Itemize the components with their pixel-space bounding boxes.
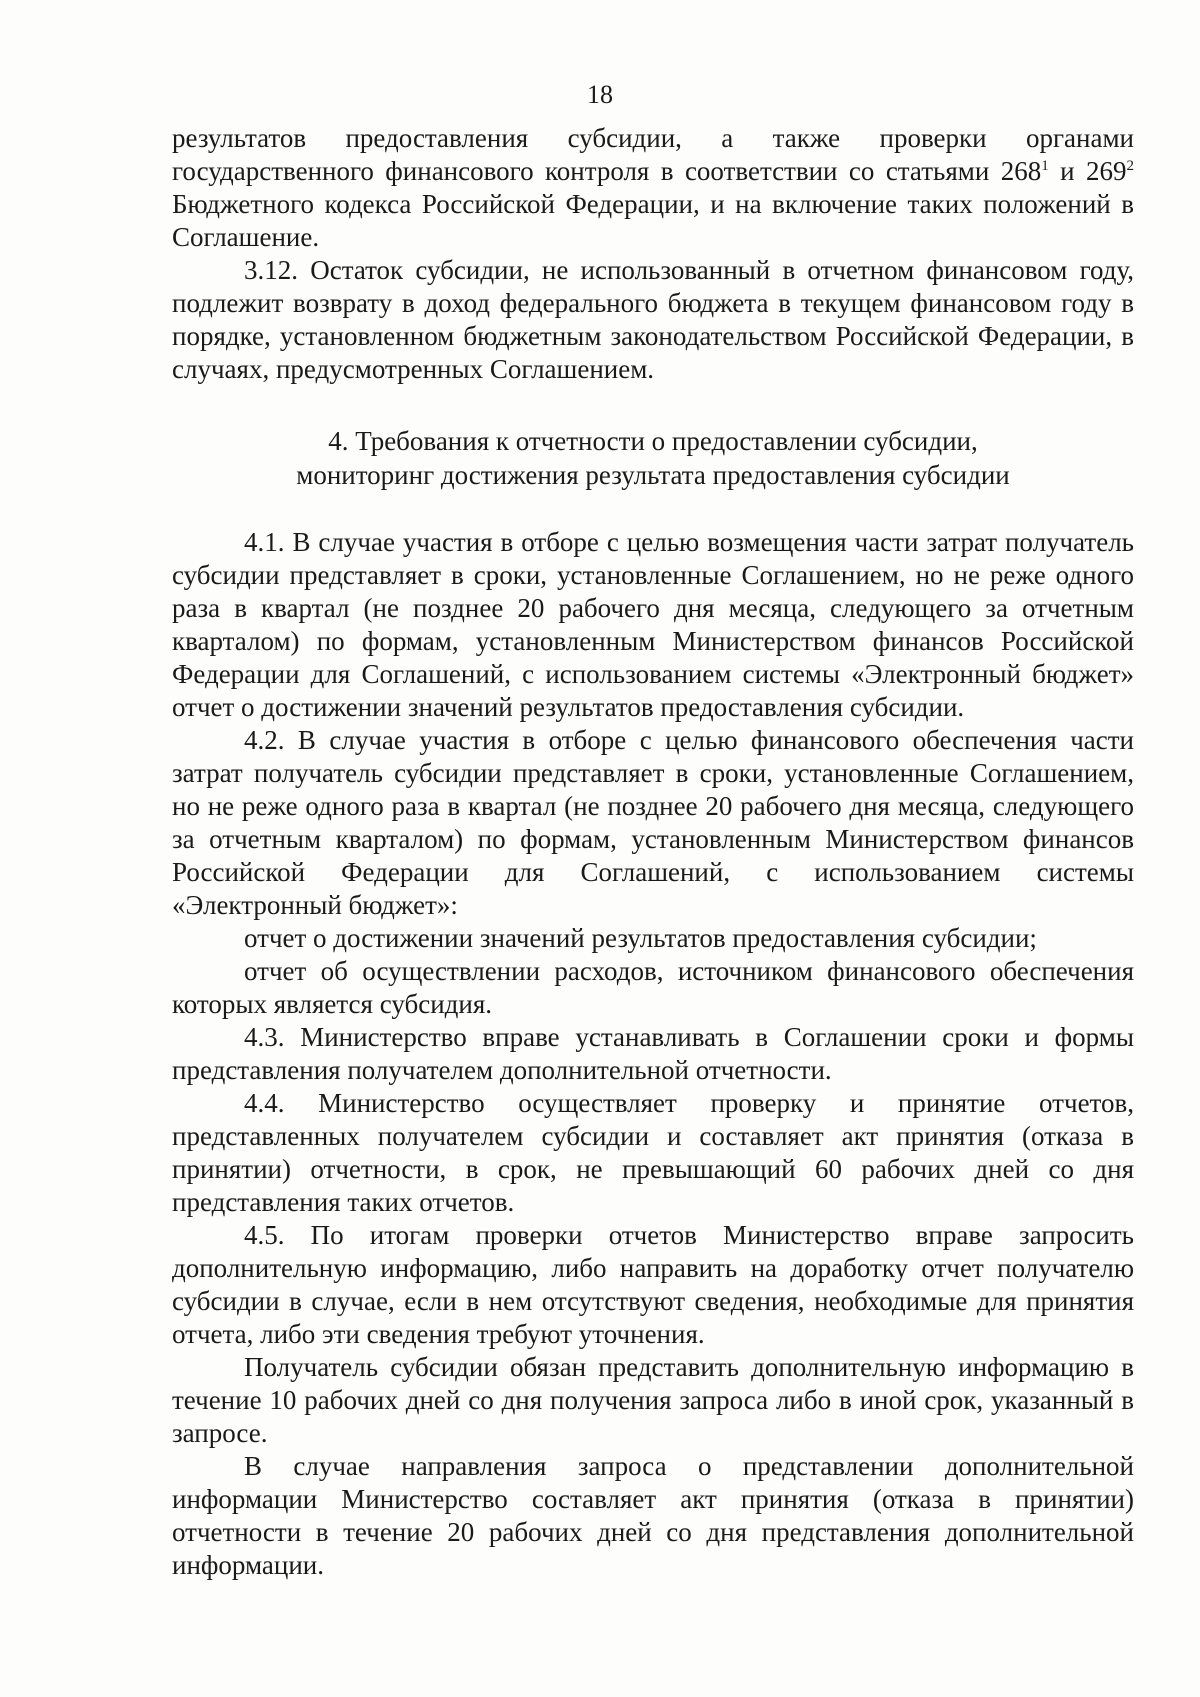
- section-heading-line-2: мониторинг достижения результата предоставления субсидии: [296, 460, 1010, 490]
- section-heading: [172, 424, 1134, 492]
- section-heading-line-1: 4. Требования к отчетности о предоставлении субсидии,: [328, 426, 978, 456]
- paragraph-4-4: 4.4. Министерство осуществляет проверку и принятие отчетов, представленных получателем субсидии и составляет акт принятия (отказа в принятии) отчетности, в срок, не превышающий 60 рабочих дней со дня представления таких отчетов.: [172, 1088, 1134, 1217]
- footnote-superscript: 2: [1126, 158, 1135, 174]
- paragraph-4-5: 4.5. По итогам проверки отчетов Министерство вправе запросить дополнительную информацию, либо направить на доработку отчет получателю субсидии в случае, если в нем отсутствуют сведения, необходимые для принятия отчета, либо эти сведения требуют уточнения.: [172, 1220, 1134, 1349]
- paragraph-continuation: результатов предоставления субсидии, а также проверки органами государственного финансового контроля в соответствии со статьями $268^1$ и $269^2$ Бюджетного кодекса Российской Федерации, и на включение таких положений в Соглашение.: [172, 123, 1135, 252]
- list-item-report-results: отчет о достижении значений результатов предоставления субсидии;: [244, 923, 1037, 953]
- paragraph-4-2: 4.2. В случае участия в отборе с целью финансового обеспечения части затрат получатель субсидии представляет в сроки, установленные Соглашением, но не реже одного раза в квартал (не позднее 20 рабочего дня месяца, следующего за отчетным кварталом) по формам, установленным Министерством финансов Российской Федерации для Соглашений, с использованием системы «Электронный бюджет»:: [172, 725, 1134, 920]
- list-item-report-expenses: отчет об осуществлении расходов, источником финансового обеспечения которых является субсидия.: [172, 956, 1134, 1019]
- paragraph-3-12: 3.12. Остаток субсидии, не использованный в отчетном финансовом году, подлежит возврату в доход федерального бюджета в текущем финансовом году в порядке, установленном бюджетным законодательством Российской Федерации, в случаях, предусмотренных Соглашением.: [172, 255, 1134, 384]
- footnote-superscript: 1: [1041, 158, 1049, 174]
- document-body: [172, 122, 1134, 1582]
- paragraph-4-1: 4.1. В случае участия в отборе с целью возмещения части затрат получатель субсидии представляет в сроки, установленные Соглашением, но не реже одного раза в квартал (не позднее 20 рабочего дня месяца, следующего за отчетным кварталом) по формам, установленным Министерством финансов Российской Федерации для Соглашений, с использованием системы «Электронный бюджет» отчет о достижении значений результатов предоставления субсидии.: [172, 527, 1134, 722]
- paragraph-4-3: 4.3. Министерство вправе устанавливать в Соглашении сроки и формы представления получателем дополнительной отчетности.: [172, 1022, 1134, 1085]
- paragraph-request-act: В случае направления запроса о представлении дополнительной информации Министерство составляет акт принятия (отказа в принятии) отчетности в течение 20 рабочих дней со дня представления дополнительной информации.: [172, 1451, 1134, 1580]
- page-number: 18: [587, 80, 613, 109]
- paragraph-additional-info: Получатель субсидии обязан представить дополнительную информацию в течение 10 рабочих дней со дня получения запроса либо в иной срок, указанный в запросе.: [172, 1352, 1134, 1448]
